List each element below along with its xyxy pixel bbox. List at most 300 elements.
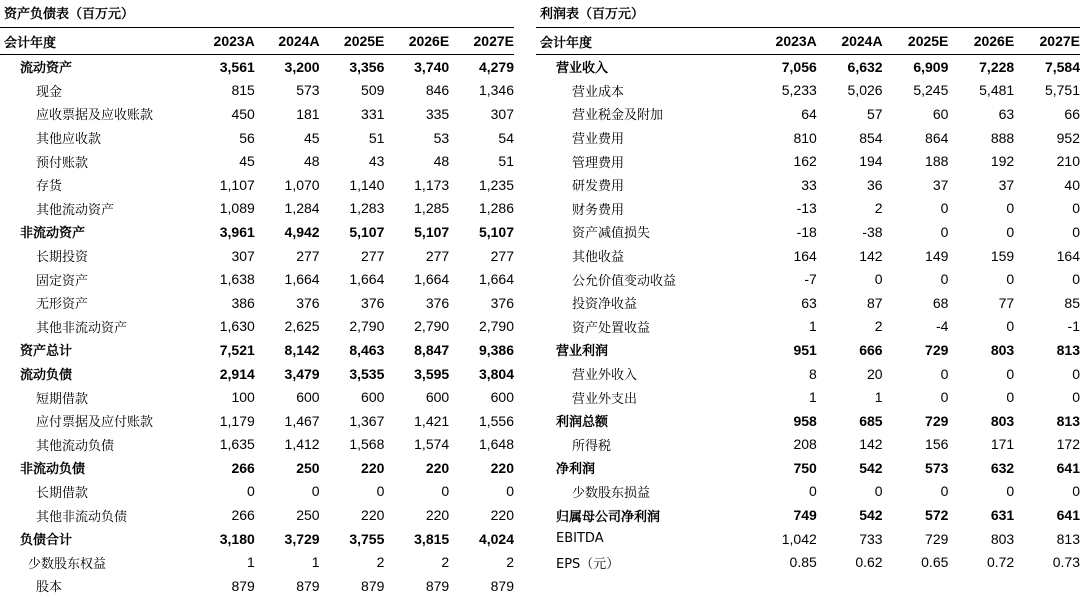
row-value: 1 <box>247 554 255 571</box>
row-value: 54 <box>498 129 514 146</box>
table-row <box>536 362 1080 386</box>
row-value: 48 <box>433 153 450 170</box>
row-value: 6,632 <box>847 58 883 75</box>
row-value: 0.72 <box>986 554 1015 571</box>
row-value: 8,847 <box>414 341 450 358</box>
row-value: 1,664 <box>414 271 450 288</box>
row-value: 0 <box>940 223 949 240</box>
table-row <box>536 433 1080 457</box>
row-value: 0 <box>1072 483 1080 500</box>
row-value: 188 <box>925 153 949 170</box>
row-value: 846 <box>425 82 450 99</box>
row-value: 1,638 <box>219 271 255 288</box>
row-value: 810 <box>793 129 817 146</box>
row-value: 376 <box>490 294 514 311</box>
row-value: 0.62 <box>855 554 883 571</box>
row-value: 5,233 <box>781 82 817 99</box>
row-label: 预付账款 <box>36 155 89 171</box>
row-value: 3,755 <box>349 530 385 547</box>
table-row <box>0 338 514 362</box>
row-value: 1 <box>311 554 320 571</box>
row-value: 1,630 <box>219 318 255 335</box>
row-value: 5,751 <box>1044 82 1080 99</box>
row-value: 450 <box>231 105 255 122</box>
row-value: 43 <box>368 153 385 170</box>
row-label: 其他应收款 <box>36 132 102 148</box>
header-label: 会计年度 <box>0 28 190 55</box>
row-value: 220 <box>425 459 450 476</box>
row-value: 641 <box>1056 459 1080 476</box>
row-value: 0 <box>874 483 883 500</box>
row-value: 60 <box>932 105 949 122</box>
table-row <box>536 527 1080 551</box>
row-value: 250 <box>296 459 320 476</box>
row-value: 210 <box>1056 153 1080 170</box>
row-value: 2,790 <box>414 318 450 335</box>
table-row <box>536 315 1080 339</box>
row-value: 7,584 <box>1044 58 1080 75</box>
row-value: 1,285 <box>414 200 450 217</box>
row-value: 63 <box>998 105 1015 122</box>
row-value: 573 <box>925 459 949 476</box>
row-value: 1,286 <box>478 200 514 217</box>
row-value: 0 <box>1006 223 1015 240</box>
row-value: 3,815 <box>414 530 450 547</box>
row-value: 2 <box>874 200 883 217</box>
row-value: 7,521 <box>219 341 255 358</box>
row-value: 220 <box>425 507 450 524</box>
row-value: 3,595 <box>414 365 450 382</box>
row-label: 归属母公司净利润 <box>556 509 661 525</box>
row-label: 投资净收益 <box>572 297 638 313</box>
row-value: 958 <box>793 412 817 429</box>
row-value: 1,284 <box>284 200 320 217</box>
row-label: 长期借款 <box>36 485 89 501</box>
row-value: 1,042 <box>781 530 817 547</box>
row-value: 8 <box>809 365 817 382</box>
row-value: 600 <box>361 389 385 406</box>
row-value: 0 <box>441 483 450 500</box>
row-value: 1,664 <box>284 271 320 288</box>
row-value: 266 <box>231 507 255 524</box>
row-value: 572 <box>925 507 949 524</box>
row-value: 1,421 <box>414 412 450 429</box>
row-label: 流动负债 <box>20 368 73 384</box>
row-label: 资产总计 <box>20 344 73 360</box>
row-value: 0 <box>1006 200 1015 217</box>
row-value: 3,804 <box>478 365 514 382</box>
row-value: 803 <box>990 530 1015 547</box>
row-value: 220 <box>490 507 514 524</box>
row-label: 营业税金及附加 <box>572 108 664 124</box>
row-value: 1,235 <box>478 176 514 193</box>
row-value: 3,561 <box>219 58 255 75</box>
table-row <box>0 385 514 409</box>
row-label: 净利润 <box>556 462 596 478</box>
row-value: -38 <box>862 223 883 240</box>
row-value: 0 <box>809 483 817 500</box>
row-value: 0 <box>1072 223 1080 240</box>
row-value: 5,245 <box>913 82 949 99</box>
row-value: 156 <box>925 436 949 453</box>
table-row <box>536 55 1080 79</box>
header-year: 2027E <box>449 28 514 55</box>
table-row <box>0 291 514 315</box>
row-value: 1,283 <box>349 200 385 217</box>
table-header-row <box>0 28 514 55</box>
row-value: 0 <box>940 271 949 288</box>
table-row <box>536 149 1080 173</box>
row-value: 685 <box>859 412 883 429</box>
row-value: 813 <box>1056 412 1080 429</box>
table-row <box>0 315 514 339</box>
row-value: 0 <box>1006 483 1015 500</box>
row-value: 879 <box>296 577 320 594</box>
row-value: 0 <box>1006 318 1015 335</box>
row-value: 5,107 <box>349 223 385 240</box>
header-year: 2025E <box>320 28 385 55</box>
row-value: 4,942 <box>284 223 320 240</box>
table-row <box>0 244 514 268</box>
row-value: 5,107 <box>478 223 514 240</box>
row-label: 财务费用 <box>572 202 625 218</box>
row-value: 1,070 <box>284 176 320 193</box>
row-value: 194 <box>859 153 883 170</box>
table-row <box>536 79 1080 103</box>
row-value: 864 <box>925 129 949 146</box>
income-statement-title: 利润表（百万元） <box>536 0 1080 28</box>
row-value: 68 <box>932 294 949 311</box>
row-value: 100 <box>231 389 255 406</box>
row-value: -4 <box>935 318 949 335</box>
row-label: 股本 <box>36 580 63 596</box>
table-row <box>536 244 1080 268</box>
table-row <box>0 550 514 574</box>
table-row <box>0 149 514 173</box>
header-year: 2025E <box>883 28 949 55</box>
row-value: 879 <box>425 577 450 594</box>
row-value: 888 <box>990 129 1015 146</box>
header-year: 2024A <box>255 28 320 55</box>
row-value: 854 <box>859 129 883 146</box>
row-label: 公允价值变动收益 <box>572 273 677 289</box>
row-value: 542 <box>859 507 883 524</box>
row-value: 1,635 <box>219 436 255 453</box>
row-value: 3,200 <box>284 58 320 75</box>
row-label: 非流动资产 <box>20 226 86 242</box>
header-year: 2026E <box>384 28 449 55</box>
table-row <box>0 173 514 197</box>
row-value: 20 <box>867 365 883 382</box>
row-value: 220 <box>361 507 385 524</box>
row-value: 87 <box>867 294 883 311</box>
row-value: 0 <box>874 271 883 288</box>
row-value: 813 <box>1056 341 1080 358</box>
row-value: 1,140 <box>349 176 385 193</box>
row-value: 1,664 <box>478 271 514 288</box>
row-value: 45 <box>304 129 320 146</box>
row-value: 2,914 <box>219 365 255 382</box>
row-value: 2 <box>874 318 883 335</box>
row-value: 149 <box>925 247 949 264</box>
table-row <box>536 173 1080 197</box>
row-label: 少数股东权益 <box>28 556 107 572</box>
row-value: 9,386 <box>478 341 514 358</box>
table-row <box>0 456 514 480</box>
header-year: 2026E <box>948 28 1014 55</box>
row-value: 85 <box>1064 294 1080 311</box>
row-value: 952 <box>1056 129 1080 146</box>
row-value: 0 <box>311 483 320 500</box>
row-value: 5,107 <box>414 223 450 240</box>
table-row <box>0 433 514 457</box>
row-label: 营业收入 <box>556 61 609 77</box>
table-row <box>536 409 1080 433</box>
row-value: 0 <box>1072 271 1080 288</box>
row-value: 3,356 <box>349 58 385 75</box>
row-value: 631 <box>990 507 1015 524</box>
row-value: 192 <box>990 153 1015 170</box>
row-value: -18 <box>796 223 817 240</box>
row-value: -1 <box>1067 318 1080 335</box>
row-value: 2 <box>506 554 514 571</box>
table-row <box>536 456 1080 480</box>
row-value: -7 <box>804 271 817 288</box>
row-value: 729 <box>925 341 949 358</box>
row-value: 171 <box>990 436 1015 453</box>
row-value: 1,574 <box>414 436 450 453</box>
row-value: 0.65 <box>921 554 949 571</box>
row-label: 所得税 <box>572 438 612 454</box>
row-label: 资产处置收益 <box>572 320 651 336</box>
row-value: 4,279 <box>478 58 514 75</box>
row-value: 2 <box>441 554 450 571</box>
row-value: 277 <box>296 247 320 264</box>
row-value: 0 <box>1072 200 1080 217</box>
row-value: 803 <box>990 341 1015 358</box>
table-row <box>0 503 514 527</box>
row-value: 750 <box>793 459 817 476</box>
row-value: 250 <box>296 507 320 524</box>
row-value: 1 <box>874 389 883 406</box>
row-value: 220 <box>490 459 514 476</box>
row-label: 利润总额 <box>556 415 609 431</box>
row-value: 733 <box>859 530 883 547</box>
row-label: 流动资产 <box>20 61 73 77</box>
table-row <box>536 126 1080 150</box>
row-value: 172 <box>1056 436 1080 453</box>
row-label: 其他非流动负债 <box>36 509 128 525</box>
row-value: 3,479 <box>284 365 320 382</box>
row-value: 36 <box>867 176 883 193</box>
row-value: -13 <box>796 200 817 217</box>
row-value: 307 <box>490 105 514 122</box>
row-value: 0 <box>376 483 385 500</box>
row-value: 0 <box>1072 389 1080 406</box>
row-value: 815 <box>231 82 255 99</box>
row-value: 1 <box>809 318 817 335</box>
row-value: 56 <box>239 129 255 146</box>
row-value: 1,648 <box>478 436 514 453</box>
row-value: 0 <box>247 483 255 500</box>
row-value: 45 <box>239 153 255 170</box>
row-label: 营业利润 <box>556 344 609 360</box>
row-label: 少数股东损益 <box>572 485 651 501</box>
row-label: 营业外支出 <box>572 391 638 407</box>
row-value: 331 <box>361 105 385 122</box>
row-value: 142 <box>859 436 883 453</box>
row-value: 1,089 <box>219 200 255 217</box>
header-year: 2027E <box>1014 28 1080 55</box>
row-value: 0 <box>1006 271 1015 288</box>
row-value: 51 <box>368 129 385 146</box>
row-label: 固定资产 <box>36 273 89 289</box>
row-value: 335 <box>425 105 450 122</box>
row-label: 短期借款 <box>36 391 89 407</box>
row-label: 营业外收入 <box>572 368 638 384</box>
row-value: 3,740 <box>414 58 450 75</box>
row-value: 509 <box>361 82 385 99</box>
row-value: 277 <box>490 247 514 264</box>
row-value: 729 <box>925 530 949 547</box>
table-row <box>0 79 514 103</box>
row-value: 3,729 <box>284 530 320 547</box>
balance-sheet-table <box>0 28 514 598</box>
row-label: 现金 <box>36 84 63 100</box>
row-label: 存货 <box>36 179 63 195</box>
table-row <box>536 102 1080 126</box>
income-statement-table <box>536 28 1080 574</box>
row-value: 2,790 <box>478 318 514 335</box>
row-value: 632 <box>990 459 1015 476</box>
table-row <box>0 126 514 150</box>
row-label: 其他流动资产 <box>36 202 115 218</box>
income-statement-panel <box>536 0 1080 574</box>
row-label: 其他流动负债 <box>36 438 115 454</box>
header-year: 2023A <box>751 28 817 55</box>
balance-sheet-panel <box>0 0 514 598</box>
row-value: 1,179 <box>219 412 255 429</box>
row-value: 1,467 <box>284 412 320 429</box>
table-row <box>0 409 514 433</box>
table-row <box>536 197 1080 221</box>
table-row <box>0 480 514 504</box>
row-value: 37 <box>932 176 949 193</box>
row-value: 1,107 <box>219 176 255 193</box>
row-value: 5,026 <box>847 82 883 99</box>
table-row <box>0 55 514 79</box>
row-value: 0 <box>1006 365 1015 382</box>
row-label: 研发费用 <box>572 179 625 195</box>
header-year: 2023A <box>190 28 255 55</box>
row-value: 376 <box>296 294 320 311</box>
row-value: 951 <box>793 341 817 358</box>
row-value: 7,228 <box>979 58 1015 75</box>
row-label: 应收票据及应收账款 <box>36 108 154 124</box>
row-value: 277 <box>425 247 450 264</box>
row-value: 1,367 <box>349 412 385 429</box>
row-value: 64 <box>801 105 817 122</box>
row-value: 641 <box>1056 507 1080 524</box>
row-value: 1,556 <box>478 412 514 429</box>
row-value: 40 <box>1064 176 1080 193</box>
table-row <box>536 550 1080 574</box>
row-value: 159 <box>990 247 1015 264</box>
table-row <box>0 267 514 291</box>
row-value: 0.85 <box>789 554 817 571</box>
row-value: 0 <box>940 389 949 406</box>
row-value: 2,625 <box>284 318 320 335</box>
row-value: 2,790 <box>349 318 385 335</box>
row-value: 0 <box>1072 365 1080 382</box>
row-label: 应付票据及应付账款 <box>36 415 154 431</box>
row-value: 749 <box>793 507 817 524</box>
row-label: 营业成本 <box>572 84 625 100</box>
table-row <box>0 102 514 126</box>
row-value: 208 <box>793 436 817 453</box>
table-row <box>536 480 1080 504</box>
row-value: 277 <box>361 247 385 264</box>
table-row <box>536 291 1080 315</box>
row-value: 77 <box>998 294 1015 311</box>
table-header-row <box>536 28 1080 55</box>
row-value: 66 <box>1064 105 1080 122</box>
row-label: 其他非流动资产 <box>36 320 128 336</box>
row-value: 1,173 <box>414 176 450 193</box>
row-label: 长期投资 <box>36 250 89 266</box>
row-value: 3,535 <box>349 365 385 382</box>
row-value: 5,481 <box>979 82 1015 99</box>
row-value: 0 <box>1006 389 1015 406</box>
row-value: 8,463 <box>349 341 385 358</box>
row-value: 181 <box>296 105 320 122</box>
row-value: 1,412 <box>284 436 320 453</box>
table-row <box>0 527 514 551</box>
row-value: 1,346 <box>478 82 514 99</box>
row-value: 63 <box>801 294 817 311</box>
row-label: 负债合计 <box>20 533 73 549</box>
row-label: 其他收益 <box>572 250 625 266</box>
row-value: 1 <box>809 389 817 406</box>
row-value: 1,664 <box>349 271 385 288</box>
row-value: 879 <box>361 577 385 594</box>
row-value: 666 <box>859 341 883 358</box>
row-value: 600 <box>296 389 320 406</box>
row-value: 37 <box>998 176 1015 193</box>
row-value: 164 <box>793 247 817 264</box>
table-row <box>0 574 514 598</box>
row-value: 600 <box>490 389 514 406</box>
row-value: 0 <box>506 483 514 500</box>
row-value: 386 <box>231 294 255 311</box>
header-year: 2024A <box>817 28 883 55</box>
row-value: 729 <box>925 412 949 429</box>
row-value: 57 <box>867 105 883 122</box>
row-label: 资产减值损失 <box>572 226 651 242</box>
row-label: 非流动负债 <box>20 462 86 478</box>
row-value: 803 <box>990 412 1015 429</box>
table-row <box>536 220 1080 244</box>
row-label: EPS（元） <box>556 556 620 572</box>
row-value: 2 <box>376 554 385 571</box>
row-value: 142 <box>859 247 883 264</box>
balance-sheet-body <box>0 55 514 598</box>
row-value: 8,142 <box>284 341 320 358</box>
row-value: 600 <box>425 389 450 406</box>
row-value: 573 <box>296 82 320 99</box>
row-label: 无形资产 <box>36 297 89 313</box>
row-value: 0 <box>940 200 949 217</box>
